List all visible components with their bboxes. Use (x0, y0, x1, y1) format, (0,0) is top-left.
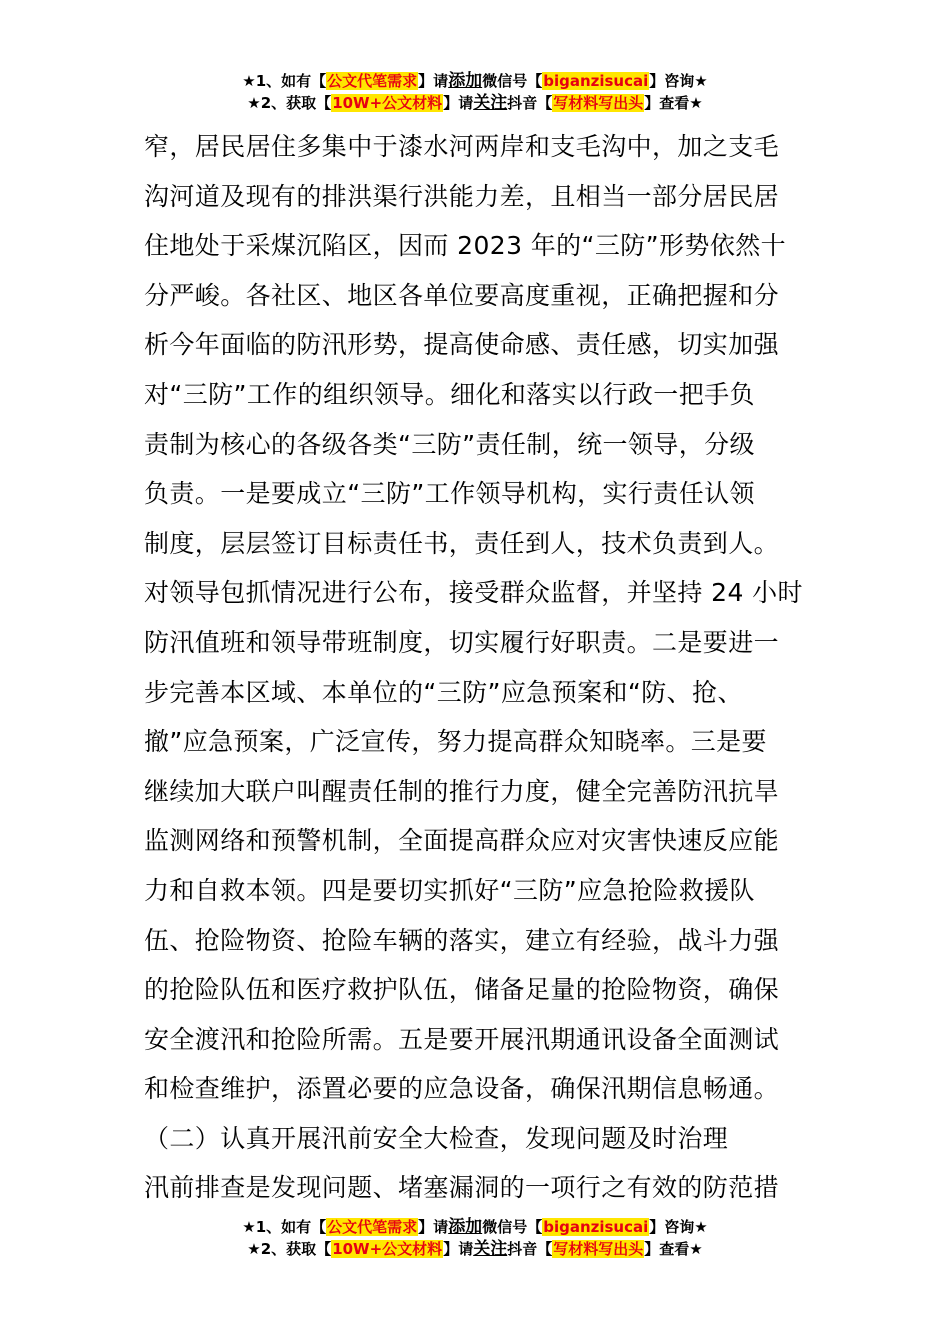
body-line: 继续加大联户叫醒责任制的推行力度，健全完善防汛抗旱 (144, 776, 780, 806)
body-line: 析今年面临的防汛形势，提高使命感、责任感，切实加强 (144, 330, 780, 360)
promo-text: 】请 (418, 1218, 449, 1236)
promo-highlight-service: 公文代笔需求 (327, 1218, 418, 1236)
promo-text: 微信号【 (482, 1218, 543, 1236)
promo-highlight-douyin-account: 写材料写出头 (553, 94, 644, 112)
body-line: 对“三防”工作的组织领导。细化和落实以行政一把手负 (144, 379, 755, 409)
promo-header (0, 70, 950, 114)
promo-text: ★2、获取【 (247, 94, 332, 112)
body-line: 制度，层层签订目标责任书，责任到人，技术负责到人。 (144, 528, 780, 558)
promo-line-2 (0, 92, 950, 114)
promo-underlined-text: 添加 (448, 71, 483, 91)
body-line: 的抢险队伍和医疗救护队伍，储备足量的抢险物资，确保 (144, 975, 780, 1005)
promo-highlight-douyin-account: 写材料写出头 (553, 1240, 644, 1258)
promo-text: ★1、如有【 (242, 1218, 327, 1236)
body-line: 监测网络和预警机制，全面提高群众应对灾害快速反应能 (144, 826, 780, 856)
promo-highlight-materials: 10W+公文材料 (332, 94, 443, 112)
section-heading: （二）认真开展汛前安全大检查，发现问题及时治理 (144, 1123, 729, 1153)
body-line: 对领导包抓情况进行公布，接受群众监督，并坚持 24 小时 (144, 578, 803, 608)
body-line: 伍、抢险物资、抢险车辆的落实，建立有经验，战斗力强 (144, 925, 780, 955)
body-line: 防汛值班和领导带班制度，切实履行好职责。二是要进一 (144, 627, 780, 657)
promo-highlight-wechat-id: biganzisucai (543, 1218, 649, 1236)
promo-text: 】请 (443, 1240, 474, 1258)
promo-text: 】请 (418, 72, 449, 90)
promo-footer (0, 1216, 950, 1260)
promo-text: 抖音【 (507, 94, 553, 112)
body-line: 安全渡汛和抢险所需。五是要开展汛期通讯设备全面测试 (144, 1024, 780, 1054)
promo-line-1 (0, 70, 950, 92)
promo-text: 微信号【 (482, 72, 543, 90)
promo-line-1 (0, 1216, 950, 1238)
body-line: 力和自救本领。四是要切实抓好“三防”应急抢险救援队 (144, 875, 755, 905)
promo-line-2 (0, 1238, 950, 1260)
body-line: 撤”应急预案，广泛宣传，努力提高群众知晓率。三是要 (144, 727, 767, 757)
promo-text: 】咨询★ (649, 72, 708, 90)
body-line: 汛前排查是发现问题、堵塞漏洞的一项行之有效的防范措 (144, 1173, 780, 1203)
body-line: 步完善本区域、本单位的“三防”应急预案和“防、抢、 (144, 677, 743, 707)
promo-highlight-materials: 10W+公文材料 (332, 1240, 443, 1258)
promo-highlight-service: 公文代笔需求 (327, 72, 418, 90)
promo-underlined-text: 关注 (473, 1239, 508, 1259)
body-line: 住地处于采煤沉陷区，因而 2023 年的“三防”形势依然十 (144, 231, 787, 261)
promo-text: 】咨询★ (649, 1218, 708, 1236)
body-line: 责制为核心的各级各类“三防”责任制，统一领导，分级 (144, 429, 755, 459)
body-line: 窄，居民居住多集中于漆水河两岸和支毛沟中，加之支毛 (144, 132, 780, 161)
body-line: 负责。一是要成立“三防”工作领导机构，实行责任认领 (144, 479, 755, 509)
promo-text: 】查看★ (644, 94, 703, 112)
promo-text: ★2、获取【 (247, 1240, 332, 1258)
promo-underlined-text: 添加 (448, 1217, 483, 1237)
promo-highlight-wechat-id: biganzisucai (543, 72, 649, 90)
promo-text: 】请 (443, 94, 474, 112)
promo-text: 抖音【 (507, 1240, 553, 1258)
promo-underlined-text: 关注 (473, 93, 508, 113)
document-body (144, 122, 808, 1213)
body-line: 沟河道及现有的排洪渠行洪能力差，且相当一部分居民居 (144, 181, 780, 211)
promo-text: ★1、如有【 (242, 72, 327, 90)
body-line: 分严峻。各社区、地区各单位要高度重视，正确把握和分 (144, 280, 780, 310)
body-line: 和检查维护，添置必要的应急设备，确保汛期信息畅通。 (144, 1074, 780, 1104)
promo-text: 】查看★ (644, 1240, 703, 1258)
